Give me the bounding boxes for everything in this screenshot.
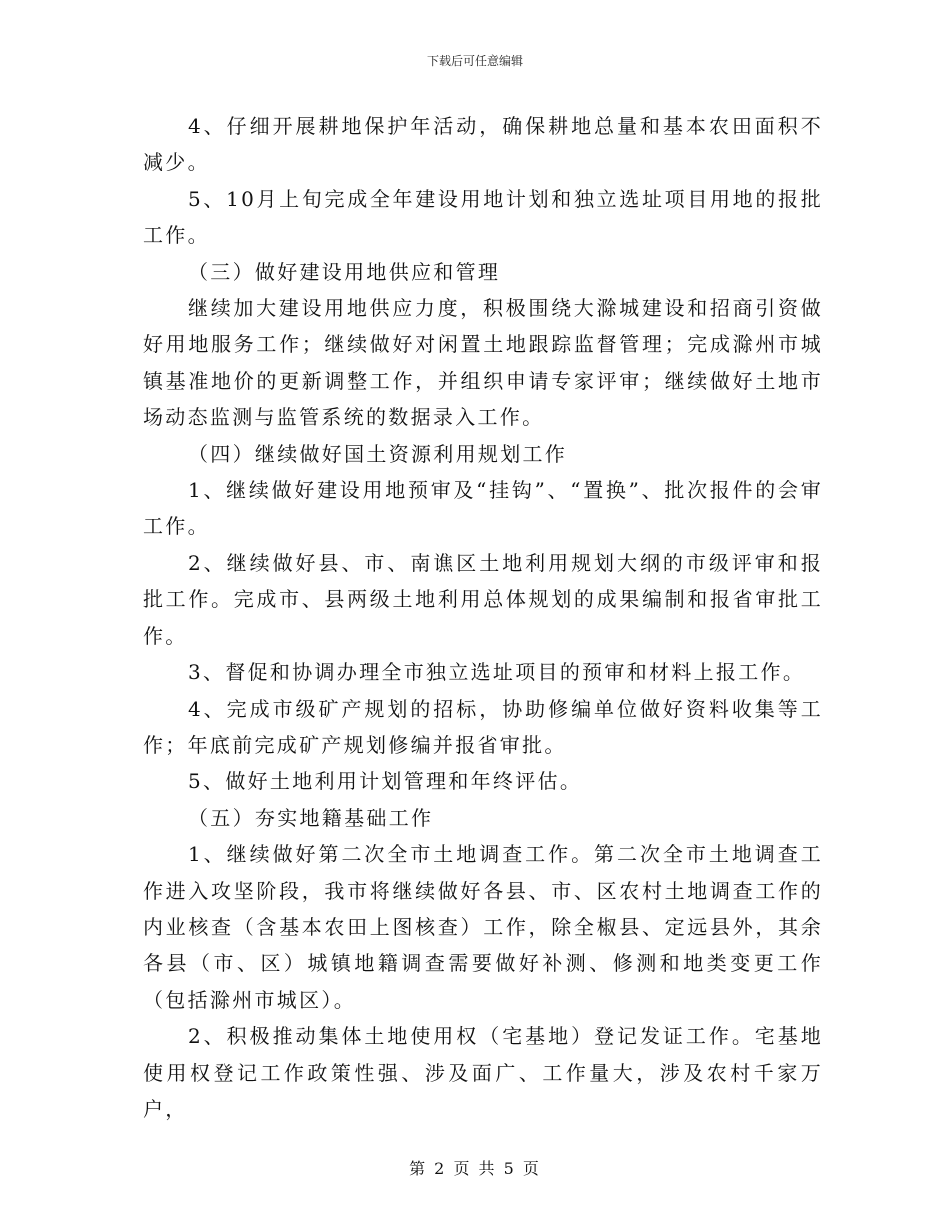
section-heading: （四）继续做好国土资源利用规划工作	[188, 441, 568, 466]
list-item: 5、10月上旬完成全年建设用地计划和独立选址项目用地的报批工作。	[143, 186, 823, 248]
section-heading: （三）做好建设用地供应和管理	[188, 259, 501, 284]
list-item: 2、积极推动集体土地使用权（宅基地）登记发证工作。宅基地使用权登记工作政策性强、涉及面广、工作量大，涉及农村千家万户，	[143, 1024, 823, 1121]
list-item: 1、继续做好建设用地预审及“挂钩”、“置换”、批次报件的会审工作。	[143, 478, 823, 539]
page-header: 下载后可任意编辑	[426, 54, 523, 68]
list-item: 4、完成市级矿产规划的招标，协助修编单位做好资料收集等工作；年底前完成矿产规划修编并报省审批。	[143, 696, 823, 757]
list-item: 5、做好土地利用计划管理和年终评估。	[188, 769, 583, 794]
section-heading: （五）夯实地籍基础工作	[188, 805, 434, 830]
list-item: 2、继续做好县、市、南谯区土地利用规划大纲的市级评审和报批工作。完成市、县两级土地利用总体规划的成果编制和报省审批工作。	[143, 550, 823, 648]
list-item: 1、继续做好第二次全市土地调查工作。第二次全市土地调查工作进入攻坚阶段，我市将继续做好各县、市、区农村土地调查工作的内业核查（含基本农田上图核查）工作，除全椒县、定远县外，其余各县（市、区）城镇地籍调查需要做好补测、修测和地类变更工作（包括滁州市城区）。	[143, 842, 823, 1012]
list-item: 4、仔细开展耕地保护年活动，确保耕地总量和基本农田面积不减少。	[143, 114, 823, 175]
paragraph: 继续加大建设用地供应力度，积极围绕大滁城建设和招商引资做好用地服务工作；继续做好对闲置土地跟踪监督管理；完成滁州市城镇基准地价的更新调整工作，并组织申请专家评审；继续做好土地市场动态监测与监管系统的数据录入工作。	[143, 296, 823, 430]
page-number: 第 2 页 共 5 页	[409, 1159, 541, 1178]
list-item: 3、督促和协调办理全市独立选址项目的预审和材料上报工作。	[188, 660, 806, 685]
document-body	[143, 108, 823, 1127]
